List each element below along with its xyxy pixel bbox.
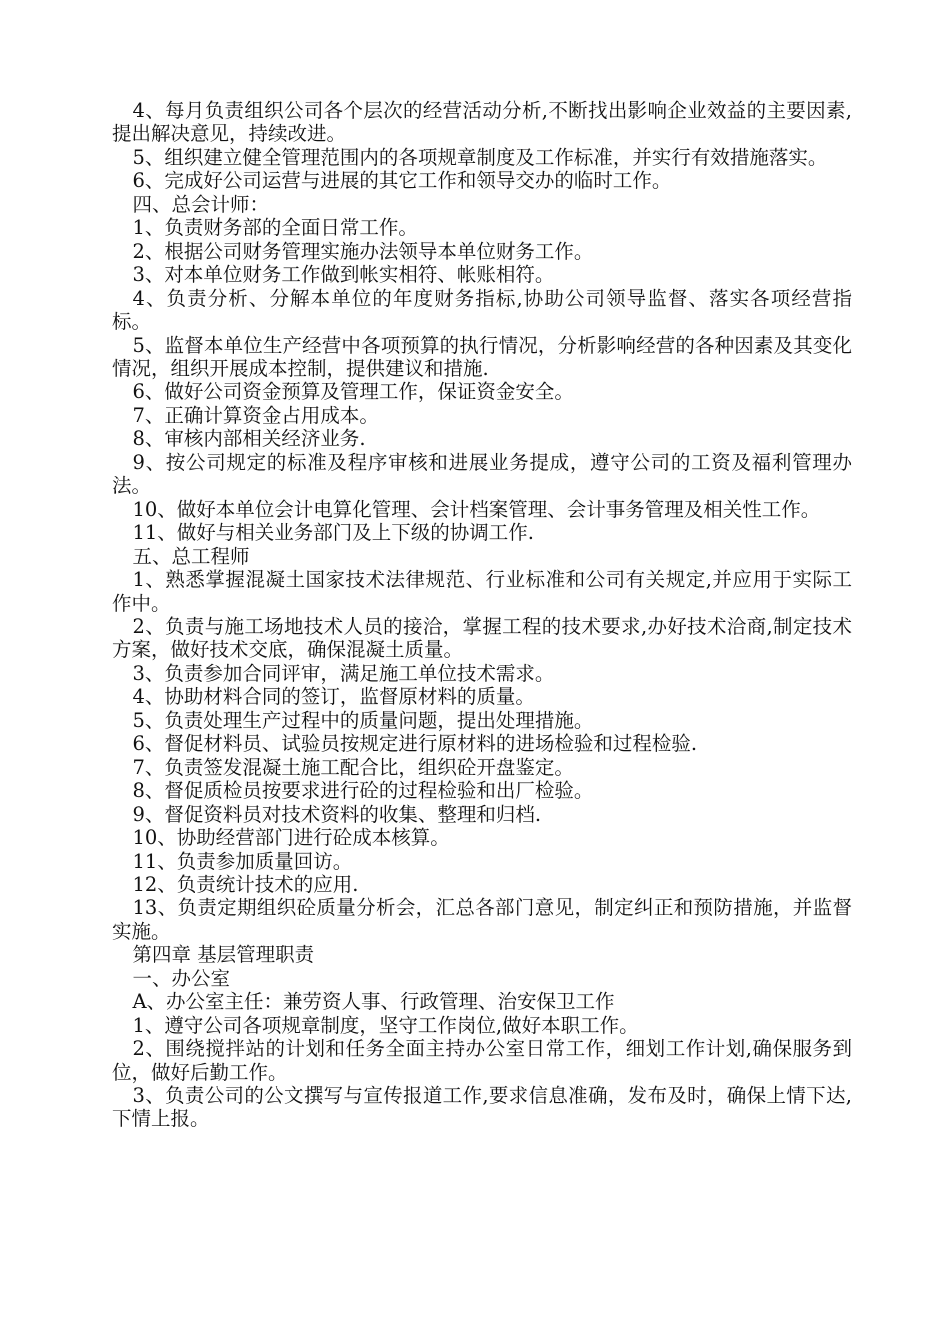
paragraph: 7、负责签发混凝土施工配合比，组织砼开盘鉴定。: [132, 755, 574, 779]
chapter-heading: 第四章 基层管理职责: [132, 943, 315, 967]
paragraph: 4、每月负责组织公司各个层次的经营活动分析,不断找出影响企业效益的主要因素,提出解决意见，持续改进。: [112, 99, 852, 146]
paragraph: 1、负责财务部的全面日常工作。: [132, 216, 418, 240]
paragraph: 9、按公司规定的标准及程序审核和进展业务提成，遵守公司的工资及福利管理办法。: [112, 450, 852, 498]
subsection-heading: A、办公室主任：兼劳资人事、行政管理、治安保卫工作: [132, 990, 615, 1014]
paragraph: 6、完成好公司运营与进展的其它工作和领导交办的临时工作。: [132, 169, 672, 193]
paragraph: 10、协助经营部门进行砼成本核算。: [132, 826, 450, 850]
paragraph: 1、遵守公司各项规章制度，坚守工作岗位,做好本职工作。: [132, 1013, 639, 1037]
paragraph: 8、审核内部相关经济业务.: [132, 427, 366, 451]
section-heading: 一、办公室: [132, 966, 230, 990]
paragraph: 2、围绕搅拌站的计划和任务全面主持办公室日常工作，细划工作计划,确保服务到位，做好后勤工作。: [112, 1037, 852, 1084]
paragraph: 7、正确计算资金占用成本。: [132, 403, 379, 427]
paragraph: 13、负责定期组织砼质量分析会，汇总各部门意见，制定纠正和预防措施，并监督实施。: [112, 896, 852, 943]
paragraph: 2、负责与施工场地技术人员的接洽，掌握工程的技术要求,办好技术洽商,制定技术方案，做好技术交底，确保混凝土质量。: [112, 614, 852, 662]
section-heading: 五、总工程师: [132, 544, 250, 568]
paragraph: 4、协助材料合同的签订，监督原材料的质量。: [132, 685, 535, 709]
paragraph: 10、做好本单位会计电算化管理、会计档案管理、会计事务管理及相关性工作。: [132, 497, 821, 521]
paragraph: 1、熟悉掌握混凝土国家技术法律规范、行业标准和公司有关规定,并应用于实际工作中。: [112, 568, 852, 615]
paragraph: 9、督促资料员对技术资料的收集、整理和归档.: [132, 802, 542, 826]
paragraph: 5、监督本单位生产经营中各项预算的执行情况，分析影响经营的各种因素及其变化情况，组织开展成本控制，提供建议和措施.: [112, 333, 852, 380]
paragraph: 6、做好公司资金预算及管理工作，保证资金安全。: [132, 380, 574, 404]
document-body: [112, 99, 852, 1131]
paragraph: 3、负责公司的公文撰写与宣传报道工作,要求信息准确，发布及时，确保上情下达,下情上报。: [112, 1084, 852, 1131]
paragraph: 5、组织建立健全管理范围内的各项规章制度及工作标准，并实行有效措施落实。: [132, 145, 828, 169]
paragraph: 3、负责参加合同评审，满足施工单位技术需求。: [132, 661, 555, 685]
paragraph: 2、根据公司财务管理实施办法领导本单位财务工作。: [132, 239, 594, 263]
paragraph: 11、做好与相关业务部门及上下级的协调工作.: [132, 521, 534, 545]
paragraph: 4、负责分析、分解本单位的年度财务指标,协助公司领导监督、落实各项经营指标。: [112, 286, 852, 334]
paragraph: 6、督促材料员、试验员按规定进行原材料的进场检验和过程检验.: [132, 732, 698, 756]
paragraph: 11、负责参加质量回访。: [132, 849, 353, 873]
paragraph: 12、负责统计技术的应用.: [132, 872, 359, 896]
paragraph: 8、督促质检员按要求进行砼的过程检验和出厂检验。: [132, 779, 594, 803]
section-heading: 四、总会计师：: [132, 192, 269, 216]
paragraph: 3、对本单位财务工作做到帐实相符、帐账相符。: [132, 263, 555, 287]
paragraph: 5、负责处理生产过程中的质量问题，提出处理措施。: [132, 708, 594, 732]
